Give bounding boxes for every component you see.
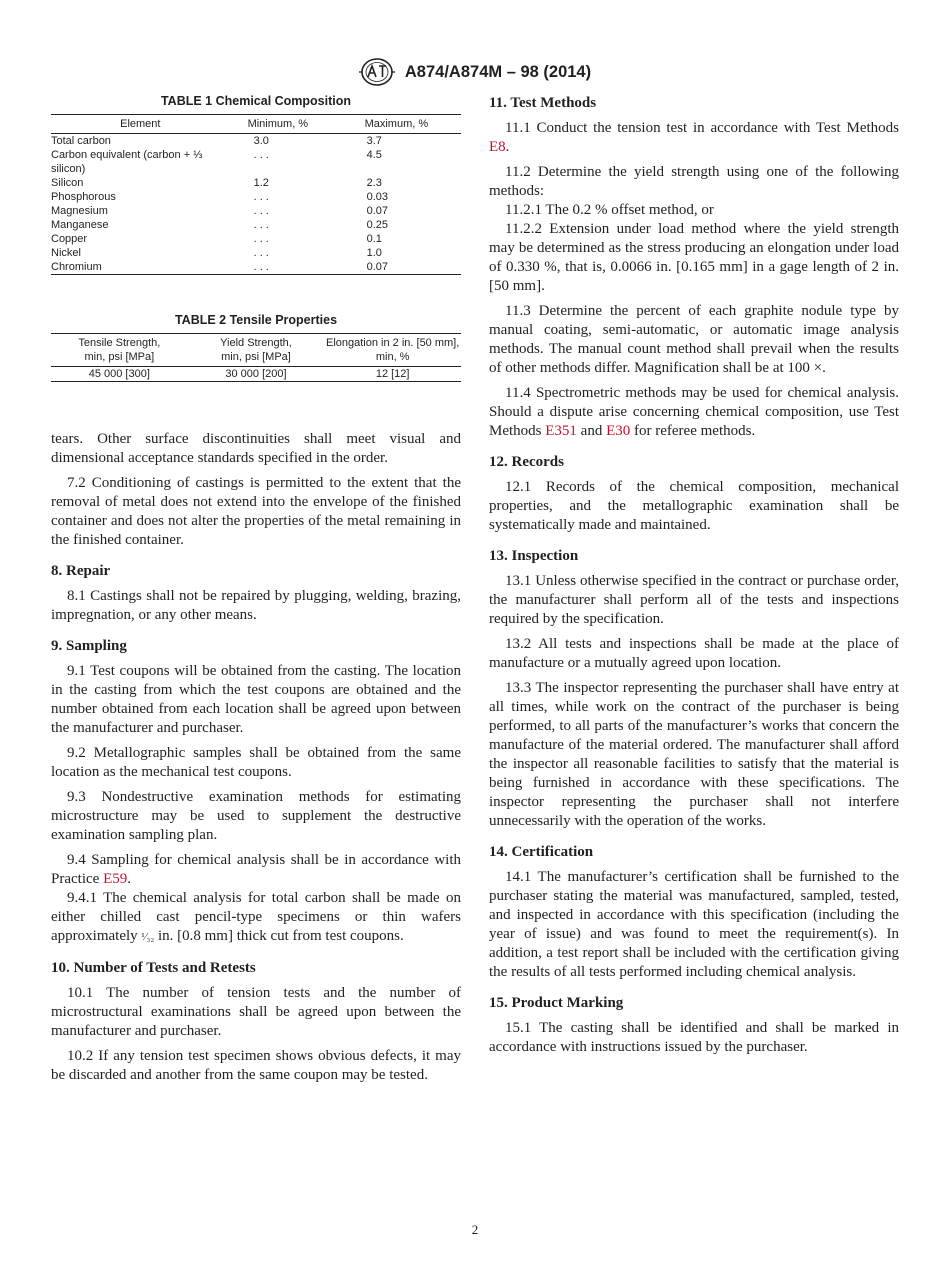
table-cell: Copper <box>51 233 88 245</box>
table-cell: . . . <box>253 149 269 161</box>
link-e59[interactable]: E59 <box>103 871 128 887</box>
paragraph-12-1: 12.1 Records of the chemical composition, mechanical properties, and the metallographic examination shall be systematically made and maintained. <box>489 479 899 533</box>
table1-header-minimum: Minimum, % <box>230 115 343 134</box>
section-heading-8: 8. Repair <box>51 563 111 579</box>
header-line: min, % <box>375 351 410 363</box>
table-cell: 2.3 <box>366 177 382 189</box>
table-cell: 0.03 <box>366 191 388 203</box>
table2-header-yield <box>188 334 325 367</box>
table-row <box>51 190 461 204</box>
paragraph-10-1: 10.1 The number of tension tests and the number of microstructural examinations shall be agreed upon between the manufacturer and purchaser. <box>51 985 461 1039</box>
text-run: in. [0.8 mm] thick cut from test coupons. <box>154 928 404 944</box>
text-run: 9.4 Sampling for chemical analysis shall be in accordance with Practice <box>51 852 461 887</box>
table-cell: 0.07 <box>343 260 461 275</box>
table-cell: 30 000 [200] <box>188 367 325 382</box>
table-row <box>51 218 461 232</box>
table-row <box>51 204 461 218</box>
table-cell: 0.1 <box>366 233 382 245</box>
section-heading-10: 10. Number of Tests and Retests <box>51 960 256 976</box>
fraction: ¹⁄₃₂ <box>141 931 155 943</box>
standard-designation: A874/A874M – 98 (2014) <box>404 62 592 81</box>
paragraph-10-2: 10.2 If any tension test specimen shows obvious defects, it may be discarded and another from the same coupon may be tested. <box>51 1048 461 1083</box>
table-cell: . . . <box>253 247 269 259</box>
text-run: 11.4 Spectrometric methods may be used for chemical analysis. Should a dispute arise concerning chemical composition, use Test Methods <box>489 385 899 439</box>
table-row <box>51 232 461 246</box>
page-number: 2 <box>471 1222 479 1237</box>
table-cell: 1.2 <box>253 177 269 189</box>
table2-header-tensile <box>51 334 188 367</box>
paragraph-11-2-2: 11.2.2 Extension under load method where the yield strength may be determined as the stress producing an elongation under load of 0.330 %, that is, 0.0066 in. [0.165 mm] in a gage length of 2 in. [50 mm]. <box>489 221 899 294</box>
table-cell: . . . <box>253 191 269 203</box>
section-heading-9: 9. Sampling <box>51 638 127 654</box>
table-cell: 4.5 <box>366 149 382 161</box>
paragraph-13-1: 13.1 Unless otherwise specified in the contract or purchase order, the manufacturer shall perform all of the tests and inspections required by the specification. <box>489 573 899 627</box>
paragraph-13-2: 13.2 All tests and inspections shall be made at the place of manufacture or a mutually agreed upon location. <box>489 636 899 671</box>
table-row <box>51 246 461 260</box>
table1-header-element: Element <box>51 115 230 134</box>
table-cell: Chromium <box>51 260 230 275</box>
left-column <box>51 94 461 1091</box>
table-cell: 45 000 [300] <box>51 367 188 382</box>
table-cell: Silicon <box>51 177 84 189</box>
paragraph-13-3: 13.3 The inspector representing the purchaser shall have entry at all times, while work on the contract of the purchaser is being performed, to all parts of the manufacturer’s works that concern the manufacture of the material ordered. The manufacturer shall afford the inspector all reasonable facilities to satisfy that the material is being furnished in accordance with these specifications. The inspector representing the purchaser shall not interfere unnecessarily with the operation of the works. <box>489 680 899 829</box>
link-e8[interactable]: E8 <box>489 139 506 155</box>
text-run: . <box>127 871 131 887</box>
text-run: for referee methods. <box>630 423 756 439</box>
section-heading-11: 11. Test Methods <box>489 95 597 111</box>
table-cell: Magnesium <box>51 205 108 217</box>
header-line: Tensile Strength, <box>78 337 161 349</box>
paragraph-9-4-1 <box>51 889 461 947</box>
table-row <box>51 134 461 149</box>
paragraph-7-2: 7.2 Conditioning of castings is permitted to the extent that the removal of metal does not extend into the envelope of the finished container and does not alter the properties of the metal remaining in the finished container. <box>51 475 461 548</box>
table-cell: Phosphorous <box>51 191 116 203</box>
paragraph-9-4 <box>51 851 461 889</box>
table-cell: 3.7 <box>366 135 382 147</box>
section-heading-14: 14. Certification <box>489 844 594 860</box>
header-line: min, psi [MPa] <box>221 351 291 363</box>
table-cell: . . . <box>253 233 269 245</box>
table-cell: 12 [12] <box>324 367 461 382</box>
paragraph-11-4 <box>489 384 899 441</box>
text-run: . <box>505 139 510 155</box>
header-line: min, psi [MPa] <box>84 351 155 363</box>
right-column <box>489 94 899 1063</box>
paragraph-9-2: 9.2 Metallographic samples shall be obtained from the same location as the mechanical test coupons. <box>51 745 461 780</box>
section-heading-12: 12. Records <box>489 454 564 470</box>
tensile-properties-table <box>51 333 461 382</box>
link-e30[interactable]: E30 <box>606 423 631 439</box>
section-heading-13: 13. Inspection <box>489 548 579 564</box>
table-cell: 1.0 <box>366 247 382 259</box>
table-row <box>51 176 461 190</box>
table1-title: TABLE 1 Chemical Composition <box>160 94 352 108</box>
table-cell: 0.25 <box>366 219 388 231</box>
table2-header-elongation <box>324 334 461 367</box>
paragraph-9-1: 9.1 Test coupons will be obtained from the casting. The location in the casting from which the test coupons are obtained and the number obtained from each location shall be agreed upon between the manufacturer and purchaser. <box>51 663 461 736</box>
astm-logo-icon <box>359 57 395 87</box>
paragraph-15-1: 15.1 The casting shall be identified and shall be marked in accordance with instructions issued by the purchaser. <box>489 1020 899 1055</box>
text-run: and <box>576 423 607 439</box>
link-e351[interactable]: E351 <box>545 423 577 439</box>
table-cell: Carbon equivalent (carbon + ⅓ silicon) <box>51 149 203 175</box>
table-cell: . . . <box>230 260 343 275</box>
text-run: 11.1 Conduct the tension test in accordance with Test Methods <box>505 120 899 136</box>
section-heading-15: 15. Product Marking <box>489 995 624 1011</box>
paragraph-11-3: 11.3 Determine the percent of each graphite nodule type by manual coating, semi-automatic, or automatic image analysis methods. The manual count method shall prevail when the results of other methods differ. Magnification shall be at 100 ×. <box>489 303 899 376</box>
table-cell: Total carbon <box>51 135 111 147</box>
header-line: Yield Strength, <box>220 337 292 349</box>
table-row <box>51 148 461 176</box>
chemical-composition-table <box>51 114 461 275</box>
text-run: 9.4.1 The chemical analysis for total carbon shall be made on either chilled cast pencil-type specimens or thin wafers approximately <box>51 890 461 944</box>
table-row <box>51 260 461 275</box>
table2-title: TABLE 2 Tensile Properties <box>174 313 338 327</box>
header-line: Elongation in 2 in. [50 mm], <box>326 337 460 349</box>
table-cell: 3.0 <box>253 135 269 147</box>
paragraph-8-1: 8.1 Castings shall not be repaired by plugging, welding, brazing, impregnation, or any other means. <box>51 588 461 623</box>
table-cell: 0.07 <box>366 205 388 217</box>
paragraph-11-2: 11.2 Determine the yield strength using one of the following methods: <box>489 164 899 199</box>
table1-header-maximum: Maximum, % <box>343 115 461 134</box>
paragraph-11-1 <box>489 119 899 157</box>
paragraph-9-3: 9.3 Nondestructive examination methods for estimating microstructure may be used to supplement the destructive examination sampling plan. <box>51 789 461 843</box>
table-cell: Nickel <box>51 247 81 259</box>
table-cell: Manganese <box>51 219 109 231</box>
table-cell: . . . <box>253 205 269 217</box>
paragraph-11-2-1: 11.2.1 The 0.2 % offset method, or <box>505 202 714 218</box>
page-header <box>0 57 950 87</box>
table-row <box>51 367 461 382</box>
paragraph-14-1: 14.1 The manufacturer’s certification shall be furnished to the purchaser stating the material was manufactured, sampled, tested, and inspected in accordance with this specification (including the year of issue) and was found to meet the requirement(s). In addition, a test report shall be included with the certification giving the results of all tests performed including chemical analysis. <box>489 869 899 980</box>
paragraph-tears: tears. Other surface discontinuities shall meet visual and dimensional acceptance standards specified in the order. <box>51 431 461 466</box>
table-cell: . . . <box>253 219 269 231</box>
